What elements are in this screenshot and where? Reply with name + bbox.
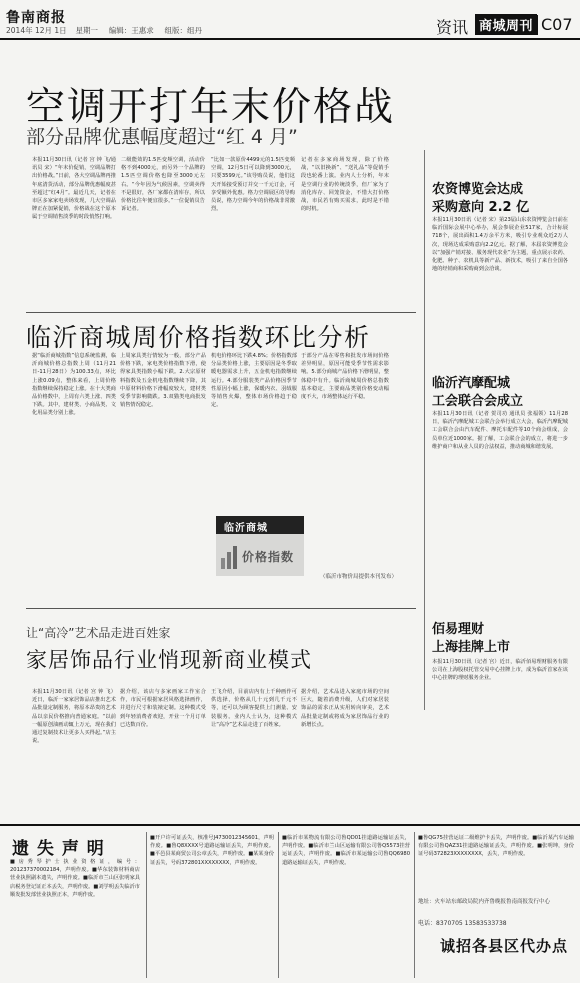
notice-col2: ■开户许可证丢失，核准号J4730012345601，声明作废。■鲁Q8XXXX号道路运输证丢失，声明作废。■平邑县某商贸公司公章丢失，声明作废。■某某身份证丢失，号码372801XXXXXXXX，声明作废。 [150,835,274,866]
sidebar2-body: 本报11月30日讯（记者 贺司功 通讯员 张福领）11月28日，临沂汽摩配城工会联合会举行成立大会，临沂汽摩配城工会联合会由汽车配件、摩托车配件等10个商会组成，会员单位近1000家。据了解，工会联合会的成立，将进一步维护商户和从业人员的合法权益，推动商城和谐发展。 [432,411,568,450]
article3-col1: 本报11月30日讯（记者 宫 钟 飞）近日，临沂一家家居饰品店推出艺术品批量定制服务，将原本昂贵的艺术品以亲民价格推向普通家庭。“以前一幅原创油画动辄上万元，现在我们通过复制技术让更多人买得起。”店主说。 [32,689,116,745]
article1-col2: 二级能效的1.5匹变频空调，活动价格不到4000元，而另外一个品牌的1.5匹空调价格也降至3000元左右。“今年因为气候因素，空调卖得不是很好，各厂家都在清库存，所以价格比往年便宜很多。”一位促销员告诉记者。 [121,157,205,213]
notice-contact-phone: 电话：8370705 13583533738 [418,920,507,927]
sidebar1-headline-line2: 采购意向 2.2 亿 [432,200,530,215]
sidebar-divider [424,150,425,710]
section-label: 资讯 [436,18,469,37]
logo-chart-icon [220,540,240,574]
article2-top-rule [26,312,416,313]
designer: 组版：组丹 [164,26,203,35]
article3-col2: 据介绍，该店与多家画家工作室合作，市民可根据家居风格选择画作，并进行尺寸和装裱定制。这种模式受到年轻消费者欢迎，开业一个月订单已达数百份。 [120,689,206,728]
weekday: 星期一 [75,26,98,35]
editor: 编辑：王惠求 [108,26,154,35]
sidebar3-headline-line2: 上海挂牌上市 [432,640,511,655]
article1-headline: 空调开打年末价格战 [26,85,396,130]
notice-recruit: 诚招各县区代办点 [440,937,569,955]
article1-col3: “比如一款原价4499元的1.5匹变频空调，12月5日可以降到3000元，只要3599元。”该导购员说，他们这天开始接受预订并交一千元订金，可享受额外优惠。格力空调展区的导购员说，格力空调今年的价格战非常激烈。 [211,157,295,213]
article2-col4: 于部分产品在零售和批发市场间价格差异明显，原因可能受季节性需求影响。5.部分商城产品价格下滑明显，整体稳中有升。临沂商城周价格总指数基本稳定，主要商品类别价格变动幅度不大，市场整体运行平稳。 [301,353,389,401]
page-number: C07 [541,15,573,34]
article3-col3: 王飞介绍，目前店内有上千种画作可供选择，价格从几十元到几千元不等，还可以为顾客提供上门测量、安装服务。业内人士认为，这种模式让“高冷”艺术品走进了百姓家。 [211,689,297,728]
section-box: 商城周刊 [475,14,537,35]
paper-name: 鲁南商报 [6,10,66,26]
logo-subtitle: 价格指数 [242,550,295,564]
date-line [6,25,202,36]
article2-headline: 临沂商城周价格指数环比分析 [26,323,371,352]
article3-top-rule [26,608,416,609]
notice-title: 遗 失 声 明 [12,839,105,859]
notice-divider-3 [414,832,415,978]
article1-col1: 本报11月30日讯（记者 宫 钟 飞/通讯员 宋）“年末价促销，空调品牌打出价格战。”日前，各大空调品牌再推年底清货活动，部分品牌优惠幅度甚至超过“红4月”。最近几天，记者在市区多家家电卖场发现，几大空调品牌正在加紧促销，价格战在这个原本属于空调销售淡季的时段悄然打响。 [32,157,116,221]
article2-source: （临沂市物价局提供本刊发布） [320,574,398,580]
article2-col1: 据“临沂商城指数”信息系统监测，临沂商城价格总指数上周（11月21日-11月28日）为100.33点，环比上涨0.09点，整体来看，上周价格指数继续保持稳定上涨。在十大类商品价格数中，上周有六类上涨、四类下跌。其中，建材类、小商品类、文化用品类分别上涨。 [32,353,116,417]
notice-col1: ■房秀琴护士执业资格证，编号：201237370002184，声明作废。■华东装饰材料商店营业执照副本遗失，声明作废。■临沂市兰山区张明家具店税务登记证正本丢失，声明作废。■刘学明丢失临沂市顺发批发部营业执照正本，声明作废。 [10,859,140,898]
sidebar2-headline-line1: 临沂汽摩配城 [432,376,511,391]
notice-col3: ■临沂市某物流有限公司鲁QD01挂道路运输证丢失，声明作废。■临沂市兰山区运输有限公司鲁Q5573挂营运证丢失，声明作废。■临沂市某运输公司鲁QQ6980道路运输证丢失，声明作废。 [282,835,410,866]
notice-col4: ■鲁QG75挂营运证二级维护卡丢失，声明作废。■临沂某汽车运输有限公司鲁QAZ31挂道路运输证丢失，声明作废。■张明坤，身份证号码372823XXXXXXXX，丢失，声明作废。 [418,835,574,858]
article1-col4: 记者在多家商场发现，除了价格战，“以旧换新”、“送礼品”等促销手段也轮番上演。业内人士分析，年末是空调行业的传统淡季，但厂家为了消化库存、回笼资金，不惜大打价格战，市民若有购买需求，此时是不错的时机。 [301,157,389,213]
sidebar2-headline-line2: 工会联合会成立 [432,394,524,409]
price-index-logo [216,516,304,576]
article2-col2: 上周家具类行情较为一般，部分产品价格下跌，家电类价格指数下滑，使得家具类指数小幅下跌。2.大宗原材料指数及五金机电指数继续下降，其中原材料价格下滑幅度较大，建材类受季节影响微跌。3.双猫类电商批发销售情况稳定。 [120,353,206,409]
article3-headline: 家居饰品行业悄现新商业模式 [26,648,312,672]
article1-subhead: 部分品牌优惠幅度超过“红 4 月” [26,126,298,148]
notice-contact-address: 地址：火车站东邮政局院内齐鲁晚报鲁南商报发行中心 [418,899,551,905]
notice-top-rule [0,824,580,826]
masthead [0,0,580,40]
article2-col3: 机电价格环比下跌4.8%；价格指数部分品类价格上涨，主要原因是冬季取暖电器需求上升，五金机电指数继续运行。4.部分服装类产品价格因季节性原因小幅上涨，保暖内衣、羽绒服等销售火爆，整体市场价格趋于稳定。 [211,353,297,409]
sidebar1-headline-line1: 农资博览会达成 [432,182,524,197]
date: 2014年 12月 1日 [6,26,67,35]
sidebar3-headline-line1: 佰易理财 [432,622,485,637]
masthead-rule [0,38,580,40]
notice-divider-1 [146,832,147,978]
sidebar3-body: 本报11月30日讯（记者 宫）近日，临沂佰易理财服务有限公司在上海股权托管交易中心挂牌上市，成为临沂首家在该中心挂牌的理财服务企业。 [432,659,568,682]
sidebar1-body: 本报11月30日讯（记者 宋）第23届山东农资博览会日前在临沂国际会展中心举办，展会参展企业517家，合计标展718个，展出面积1.4万余平方米，吸引专业观众近2万人次，现场达成采购意向2.2亿元。据了解，本届农资博览会以“加强产销对接、服务现代农业”为主题，重点展示农药、化肥、种子、农机具等新产品、新技术，吸引了来自全国各地的经销商和采购商到会洽谈。 [432,217,568,273]
notice-divider-2 [278,832,279,978]
logo-title: 临沂商城 [224,523,268,534]
article3-kicker: 让“高冷”艺术品走进百姓家 [26,626,171,640]
page-divider [537,15,538,35]
article3-col4: 据介绍，艺术品进入家庭市场的空间巨大，随着消费升级，人们对家居装饰品的需求正从实用转向审美，艺术品批量定制或将成为家居饰品行业的新增长点。 [301,689,389,728]
